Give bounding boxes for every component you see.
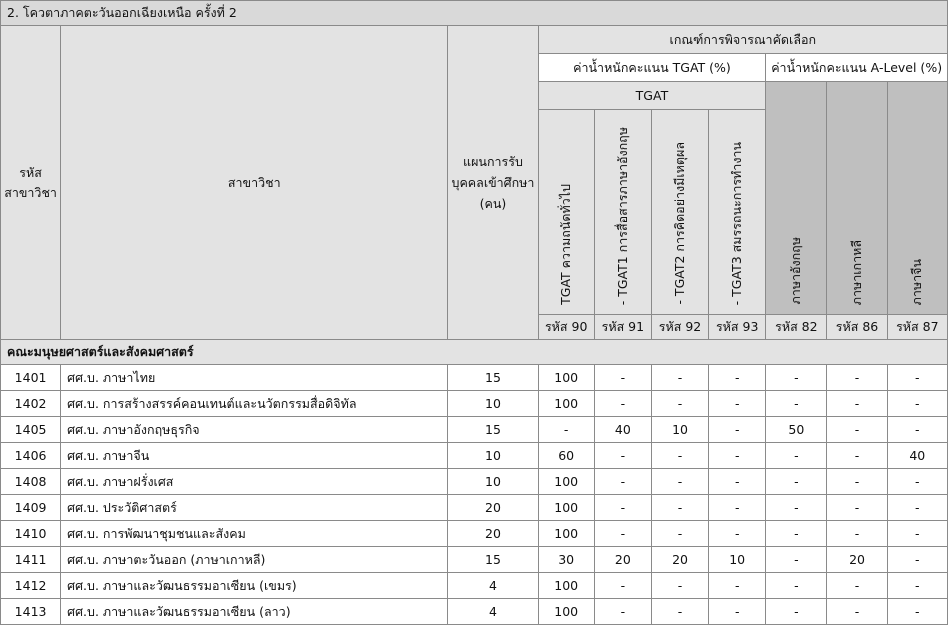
- row-score-86: -: [827, 521, 887, 547]
- header-alevel-weight: ค่าน้ำหนักคะแนน A-Level (%): [766, 54, 948, 82]
- row-score-82: -: [766, 391, 827, 417]
- row-score-92: -: [651, 573, 708, 599]
- table-row: [1, 573, 948, 599]
- row-score-86: -: [827, 599, 887, 625]
- row-score-87: -: [887, 391, 947, 417]
- row-score-87: -: [887, 365, 947, 391]
- row-code: 1410: [1, 521, 61, 547]
- row-major: ศศ.บ. ภาษาไทย: [61, 365, 448, 391]
- row-code: 1408: [1, 469, 61, 495]
- table-row: [1, 417, 948, 443]
- table-row: [1, 495, 948, 521]
- row-score-91: -: [594, 573, 651, 599]
- table-row: [1, 391, 948, 417]
- subject-header-93: [709, 110, 766, 315]
- row-plan: 15: [448, 547, 538, 573]
- row-score-91: -: [594, 443, 651, 469]
- row-score-82: -: [766, 443, 827, 469]
- subject-name-86: ภาษาเกาหลี: [849, 239, 865, 305]
- row-score-82: -: [766, 547, 827, 573]
- subject-name-93: - TGAT3 สมรรถนะการทำงาน: [729, 141, 745, 305]
- row-score-92: -: [651, 391, 708, 417]
- row-code: 1402: [1, 391, 61, 417]
- row-score-93: -: [709, 599, 766, 625]
- row-plan: 10: [448, 469, 538, 495]
- row-score-87: -: [887, 495, 947, 521]
- row-major: ศศ.บ. ภาษาจีน: [61, 443, 448, 469]
- row-major: ศศ.บ. ภาษาและวัฒนธรรมอาเซียน (เขมร): [61, 573, 448, 599]
- row-score-86: -: [827, 469, 887, 495]
- row-major: ศศ.บ. ประวัติศาสตร์: [61, 495, 448, 521]
- row-score-82: 50: [766, 417, 827, 443]
- row-major: ศศ.บ. ภาษาฝรั่งเศส: [61, 469, 448, 495]
- row-score-86: 20: [827, 547, 887, 573]
- table-row: [1, 443, 948, 469]
- row-score-91: 20: [594, 547, 651, 573]
- row-score-92: 10: [651, 417, 708, 443]
- row-score-92: -: [651, 599, 708, 625]
- row-score-90: -: [538, 417, 594, 443]
- row-score-92: -: [651, 365, 708, 391]
- subject-code-92: รหัส 92: [651, 315, 708, 340]
- row-score-90: 100: [538, 599, 594, 625]
- subject-code-93: รหัส 93: [709, 315, 766, 340]
- row-score-87: -: [887, 417, 947, 443]
- row-plan: 4: [448, 573, 538, 599]
- row-plan: 4: [448, 599, 538, 625]
- row-score-92: -: [651, 443, 708, 469]
- header-criteria: เกณฑ์การพิจารณาคัดเลือก: [538, 26, 947, 54]
- row-score-90: 60: [538, 443, 594, 469]
- row-score-82: -: [766, 573, 827, 599]
- row-score-93: -: [709, 417, 766, 443]
- row-code: 1409: [1, 495, 61, 521]
- table-row: [1, 521, 948, 547]
- row-score-93: -: [709, 521, 766, 547]
- row-plan: 10: [448, 391, 538, 417]
- row-score-87: -: [887, 573, 947, 599]
- row-score-86: -: [827, 495, 887, 521]
- row-plan: 15: [448, 365, 538, 391]
- row-score-86: -: [827, 365, 887, 391]
- row-score-86: -: [827, 391, 887, 417]
- subject-code-87: รหัส 87: [887, 315, 947, 340]
- row-score-90: 100: [538, 391, 594, 417]
- row-score-82: -: [766, 521, 827, 547]
- subject-name-92: - TGAT2 การคิดอย่างมีเหตุผล: [672, 142, 688, 305]
- row-score-82: -: [766, 469, 827, 495]
- row-score-90: 100: [538, 495, 594, 521]
- subject-name-91: - TGAT1 การสื่อสารภาษาอังกฤษ: [614, 126, 630, 305]
- subject-header-91: [594, 110, 651, 315]
- header-tgat-weight: ค่าน้ำหนักคะแนน TGAT (%): [538, 54, 766, 82]
- faculty-row: คณะมนุษยศาสตร์และสังคมศาสตร์: [1, 340, 948, 365]
- row-plan: 20: [448, 521, 538, 547]
- row-score-90: 100: [538, 365, 594, 391]
- row-score-91: 40: [594, 417, 651, 443]
- row-score-87: -: [887, 469, 947, 495]
- table-row: [1, 365, 948, 391]
- header-plan-line3: (คน): [479, 196, 507, 211]
- subject-header-87: [887, 82, 947, 315]
- row-score-92: -: [651, 495, 708, 521]
- row-code: 1413: [1, 599, 61, 625]
- subject-header-90: [538, 110, 594, 315]
- row-score-93: -: [709, 573, 766, 599]
- header-code-line1: รหัส: [19, 164, 42, 180]
- row-score-93: -: [709, 365, 766, 391]
- table-body: [1, 365, 948, 625]
- row-score-92: 20: [651, 547, 708, 573]
- row-score-86: -: [827, 443, 887, 469]
- row-code: 1405: [1, 417, 61, 443]
- row-score-91: -: [594, 469, 651, 495]
- row-score-87: -: [887, 547, 947, 573]
- row-code: 1406: [1, 443, 61, 469]
- subject-code-86: รหัส 86: [827, 315, 887, 340]
- row-score-86: -: [827, 417, 887, 443]
- subject-code-82: รหัส 82: [766, 315, 827, 340]
- subject-name-90: TGAT ความถนัดทั่วไป: [558, 184, 574, 305]
- row-score-91: -: [594, 521, 651, 547]
- row-score-93: -: [709, 495, 766, 521]
- row-score-91: -: [594, 391, 651, 417]
- row-score-87: -: [887, 599, 947, 625]
- row-score-93: -: [709, 443, 766, 469]
- row-major: ศศ.บ. ภาษาอังกฤษธุรกิจ: [61, 417, 448, 443]
- row-major: ศศ.บ. การพัฒนาชุมชนและสังคม: [61, 521, 448, 547]
- row-plan: 10: [448, 443, 538, 469]
- row-plan: 20: [448, 495, 538, 521]
- table-row: [1, 599, 948, 625]
- row-code: 1411: [1, 547, 61, 573]
- row-major: ศศ.บ. ภาษาตะวันออก (ภาษาเกาหลี): [61, 547, 448, 573]
- row-score-82: -: [766, 365, 827, 391]
- row-major: ศศ.บ. การสร้างสรรค์คอนเทนต์และนวัตกรรมสื่อดิจิทัล: [61, 391, 448, 417]
- row-score-87: 40: [887, 443, 947, 469]
- row-score-93: -: [709, 469, 766, 495]
- subject-code-91: รหัส 91: [594, 315, 651, 340]
- row-major: ศศ.บ. ภาษาและวัฒนธรรมอาเซียน (ลาว): [61, 599, 448, 625]
- row-score-90: 100: [538, 573, 594, 599]
- row-score-82: -: [766, 599, 827, 625]
- row-plan: 15: [448, 417, 538, 443]
- row-score-90: 100: [538, 469, 594, 495]
- row-score-90: 100: [538, 521, 594, 547]
- row-code: 1412: [1, 573, 61, 599]
- subject-header-82: [766, 82, 827, 315]
- row-score-92: -: [651, 469, 708, 495]
- header-tgat: TGAT: [538, 82, 766, 110]
- row-score-93: 10: [709, 547, 766, 573]
- table-title: 2. โควตาภาคตะวันออกเฉียงเหนือ ครั้งที่ 2: [1, 1, 948, 26]
- row-score-92: -: [651, 521, 708, 547]
- header-code: [1, 26, 61, 340]
- row-score-86: -: [827, 573, 887, 599]
- row-score-91: -: [594, 495, 651, 521]
- header-plan-line1: แผนการรับ: [463, 154, 523, 169]
- header-major: สาขาวิชา: [61, 26, 448, 340]
- row-code: 1401: [1, 365, 61, 391]
- subject-header-92: [651, 110, 708, 315]
- table-row: [1, 469, 948, 495]
- row-score-93: -: [709, 391, 766, 417]
- subject-name-87: ภาษาจีน: [909, 258, 925, 305]
- header-code-line2: สาขาวิชา: [4, 184, 57, 200]
- header-plan: [448, 26, 538, 340]
- row-score-87: -: [887, 521, 947, 547]
- table-row: [1, 547, 948, 573]
- subject-name-82: ภาษาอังกฤษ: [788, 237, 804, 305]
- row-score-90: 30: [538, 547, 594, 573]
- subject-code-90: รหัส 90: [538, 315, 594, 340]
- header-plan-line2: บุคคลเข้าศึกษา: [451, 175, 535, 190]
- row-score-82: -: [766, 495, 827, 521]
- subject-header-86: [827, 82, 887, 315]
- row-score-91: -: [594, 365, 651, 391]
- row-score-91: -: [594, 599, 651, 625]
